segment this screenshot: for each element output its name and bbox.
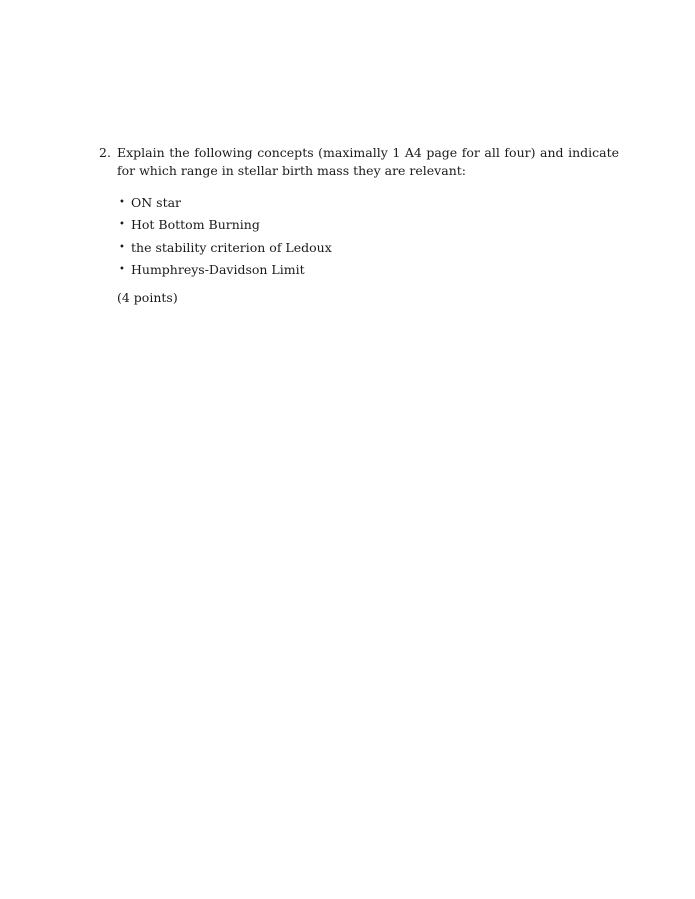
question-number: 2. bbox=[99, 145, 111, 160]
question-text: Explain the following concepts (maximally 1 A4 page for all four) and indicate for which range in stellar birth mass they are relevant: bbox=[117, 145, 619, 178]
question-header bbox=[99, 144, 619, 180]
list-item-label: ON star bbox=[131, 195, 182, 211]
bullet-icon: • bbox=[119, 197, 125, 209]
list-item-label: Hot Bottom Burning bbox=[131, 217, 260, 233]
bullet-icon: • bbox=[119, 241, 125, 253]
list-item-label: the stability criterion of Ledoux bbox=[131, 239, 332, 255]
list-item bbox=[117, 192, 619, 214]
question-2 bbox=[99, 144, 619, 307]
bullet-icon: • bbox=[119, 264, 125, 276]
list-item bbox=[117, 214, 619, 236]
list-item bbox=[117, 237, 619, 259]
list-item bbox=[117, 259, 619, 281]
list-item-label: Humphreys-Davidson Limit bbox=[131, 262, 305, 278]
concept-list bbox=[99, 192, 619, 281]
points-value: (4 points) bbox=[117, 290, 178, 306]
bullet-icon: • bbox=[119, 219, 125, 231]
